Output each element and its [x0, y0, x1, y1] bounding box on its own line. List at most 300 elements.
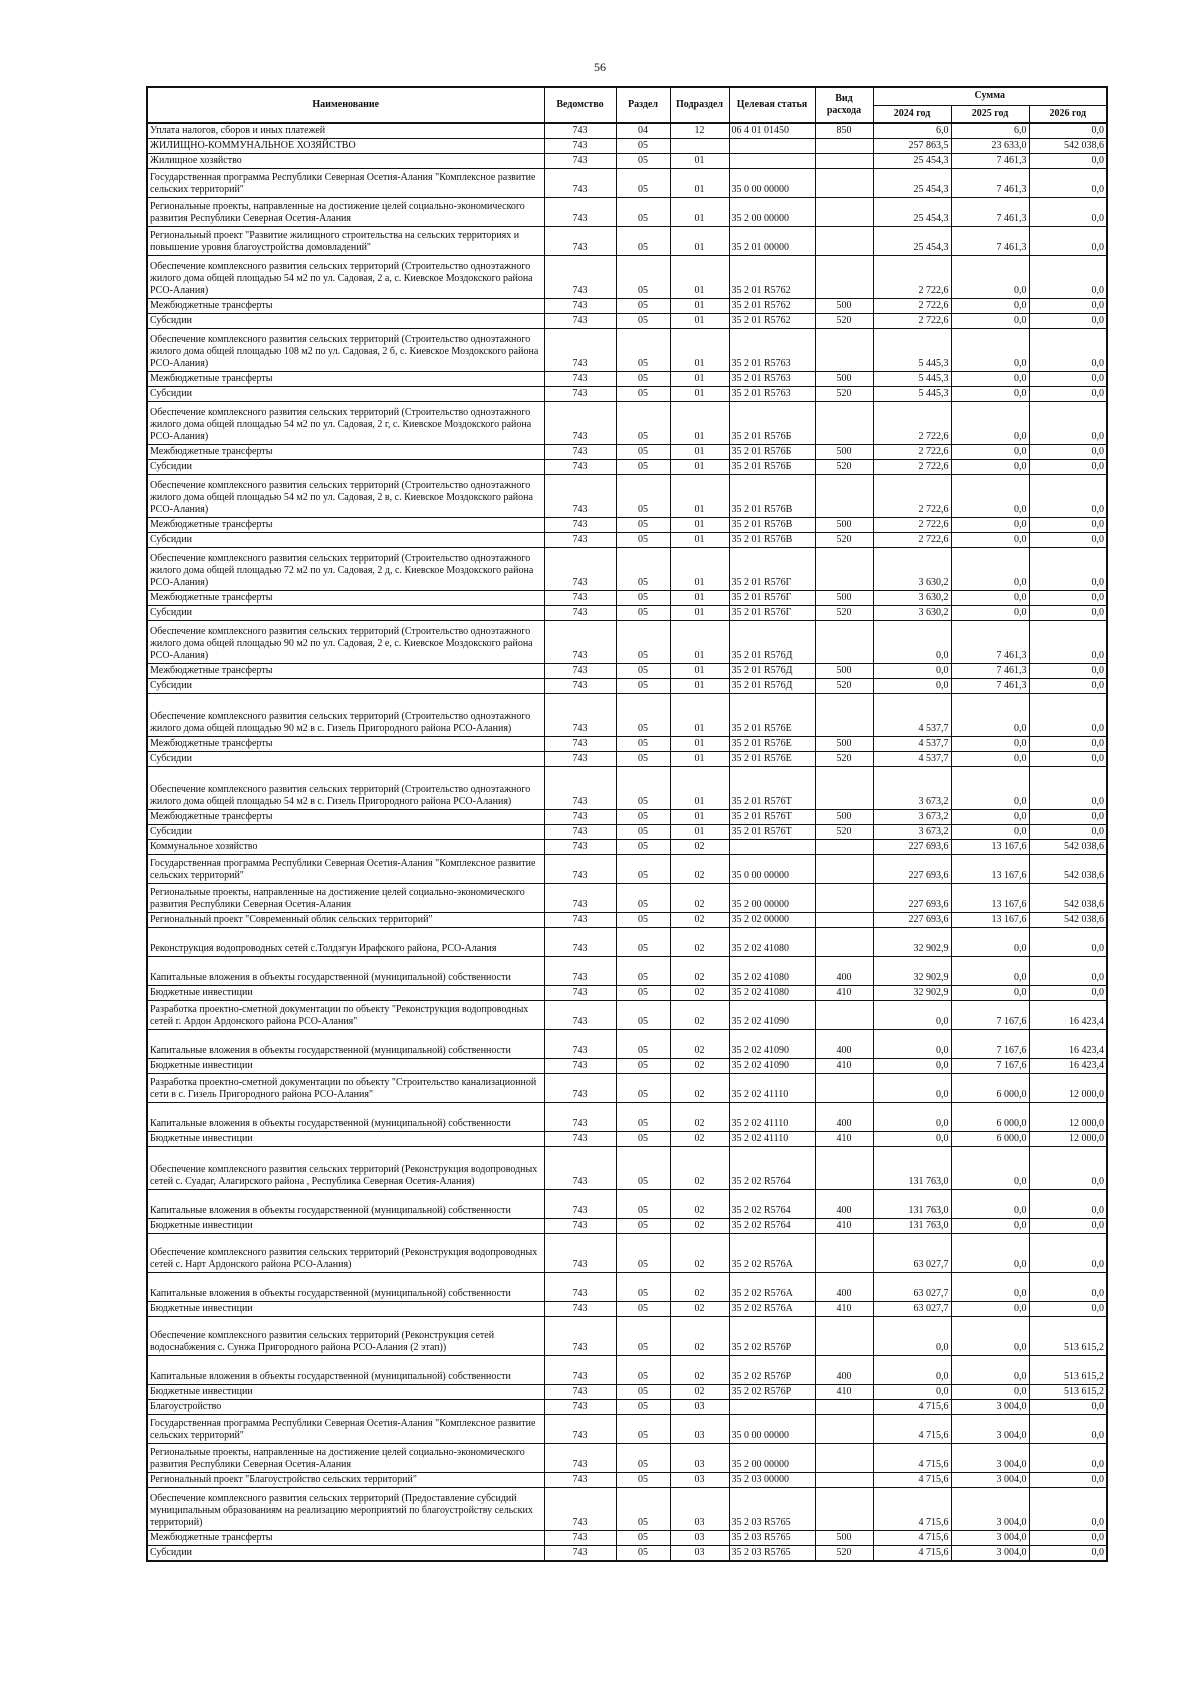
- row-sum-2026: 0,0: [1029, 694, 1107, 737]
- table-row: [147, 460, 1107, 475]
- row-sum-2024: 0,0: [873, 1001, 951, 1030]
- row-name: Субсидии: [147, 533, 544, 548]
- row-sum-2024: 63 027,7: [873, 1234, 951, 1273]
- row-dept: 743: [544, 884, 616, 913]
- row-subsection: 02: [670, 1074, 729, 1103]
- row-sum-2025: 0,0: [951, 329, 1029, 372]
- row-subsection: 02: [670, 1059, 729, 1074]
- row-dept: 743: [544, 1190, 616, 1219]
- row-sum-2026: 0,0: [1029, 518, 1107, 533]
- row-dept: 743: [544, 1415, 616, 1444]
- row-target: [729, 154, 815, 169]
- table-row: [147, 329, 1107, 372]
- row-sum-2024: 0,0: [873, 679, 951, 694]
- row-sum-2025: 6,0: [951, 123, 1029, 139]
- row-section: 05: [616, 855, 670, 884]
- row-name: Бюджетные инвестиции: [147, 1302, 544, 1317]
- row-sum-2026: 0,0: [1029, 679, 1107, 694]
- table-row: [147, 1531, 1107, 1546]
- table-row: [147, 591, 1107, 606]
- row-target: 35 2 02 R576А: [729, 1302, 815, 1317]
- row-sum-2025: 0,0: [951, 372, 1029, 387]
- row-name: Обеспечение комплексного развития сельских территорий (Строительство одноэтажного жилого дома общей площадью 54 м2 по ул. Садовая, 2 г, с. Киевское Моздокского района РСО-Алания): [147, 402, 544, 445]
- row-dept: 743: [544, 855, 616, 884]
- row-target: 35 2 01 R576Е: [729, 752, 815, 767]
- row-name: Капитальные вложения в объекты государственной (муниципальной) собственности: [147, 1030, 544, 1059]
- row-sum-2025: 7 461,3: [951, 227, 1029, 256]
- row-target: 35 2 02 R5764: [729, 1147, 815, 1190]
- row-sum-2026: 0,0: [1029, 548, 1107, 591]
- row-sum-2025: 0,0: [951, 957, 1029, 986]
- row-dept: 743: [544, 737, 616, 752]
- row-dept: 743: [544, 533, 616, 548]
- row-section: 05: [616, 1415, 670, 1444]
- row-expense-type: [815, 928, 873, 957]
- row-section: 05: [616, 1546, 670, 1562]
- table-row: [147, 198, 1107, 227]
- row-sum-2026: 0,0: [1029, 227, 1107, 256]
- row-section: 05: [616, 518, 670, 533]
- row-subsection: 01: [670, 664, 729, 679]
- row-expense-type: [815, 329, 873, 372]
- row-expense-type: 500: [815, 518, 873, 533]
- row-section: 05: [616, 329, 670, 372]
- row-name: Обеспечение комплексного развития сельских территорий (Реконструкция сетей водоснабжения с. Сунжа Пригородного района РСО-Алания (2 этап)): [147, 1317, 544, 1356]
- row-sum-2024: 227 693,6: [873, 840, 951, 855]
- row-sum-2026: 0,0: [1029, 256, 1107, 299]
- row-sum-2025: 0,0: [951, 928, 1029, 957]
- row-subsection: 02: [670, 1132, 729, 1147]
- table-row: [147, 884, 1107, 913]
- table-row: [147, 855, 1107, 884]
- row-expense-type: 400: [815, 1190, 873, 1219]
- row-sum-2025: 3 004,0: [951, 1444, 1029, 1473]
- row-dept: 743: [544, 1488, 616, 1531]
- row-subsection: 03: [670, 1488, 729, 1531]
- row-name: Государственная программа Республики Северная Осетия-Алания "Комплексное развитие сельских территорий": [147, 1415, 544, 1444]
- row-subsection: 01: [670, 372, 729, 387]
- row-expense-type: [815, 913, 873, 928]
- row-sum-2024: 3 630,2: [873, 606, 951, 621]
- row-section: 05: [616, 402, 670, 445]
- row-subsection: 02: [670, 1001, 729, 1030]
- row-name: Межбюджетные трансферты: [147, 664, 544, 679]
- row-subsection: 01: [670, 518, 729, 533]
- row-expense-type: 500: [815, 664, 873, 679]
- row-sum-2024: 4 537,7: [873, 752, 951, 767]
- row-name: Благоустройство: [147, 1400, 544, 1415]
- row-expense-type: 400: [815, 1356, 873, 1385]
- row-sum-2026: 0,0: [1029, 1546, 1107, 1562]
- table-row: [147, 314, 1107, 329]
- row-sum-2025: 7 461,3: [951, 198, 1029, 227]
- table-row: [147, 928, 1107, 957]
- row-name: Межбюджетные трансферты: [147, 591, 544, 606]
- row-sum-2025: 3 004,0: [951, 1488, 1029, 1531]
- row-sum-2025: 0,0: [951, 314, 1029, 329]
- row-subsection: 02: [670, 1356, 729, 1385]
- row-section: 05: [616, 606, 670, 621]
- row-dept: 743: [544, 123, 616, 139]
- row-sum-2026: 0,0: [1029, 928, 1107, 957]
- row-target: 35 2 02 R576Р: [729, 1317, 815, 1356]
- row-sum-2026: 0,0: [1029, 737, 1107, 752]
- row-sum-2026: 0,0: [1029, 445, 1107, 460]
- row-target: 35 2 01 R576Т: [729, 810, 815, 825]
- row-dept: 743: [544, 387, 616, 402]
- row-target: 35 2 02 R576А: [729, 1234, 815, 1273]
- table-row: [147, 1059, 1107, 1074]
- row-sum-2026: 0,0: [1029, 1444, 1107, 1473]
- row-section: 05: [616, 1400, 670, 1415]
- row-dept: 743: [544, 1531, 616, 1546]
- row-subsection: 03: [670, 1400, 729, 1415]
- row-dept: 743: [544, 154, 616, 169]
- row-expense-type: 500: [815, 445, 873, 460]
- row-sum-2026: 542 038,6: [1029, 139, 1107, 154]
- row-name: Межбюджетные трансферты: [147, 445, 544, 460]
- row-expense-type: 520: [815, 314, 873, 329]
- row-section: 05: [616, 621, 670, 664]
- row-section: 05: [616, 1302, 670, 1317]
- row-subsection: 01: [670, 621, 729, 664]
- table-row: [147, 548, 1107, 591]
- row-subsection: 01: [670, 445, 729, 460]
- row-sum-2024: 32 902,9: [873, 986, 951, 1001]
- row-subsection: 02: [670, 1273, 729, 1302]
- row-subsection: 03: [670, 1444, 729, 1473]
- row-section: 05: [616, 227, 670, 256]
- row-sum-2026: 513 615,2: [1029, 1356, 1107, 1385]
- page-number: 56: [594, 60, 606, 74]
- row-sum-2025: 0,0: [951, 1190, 1029, 1219]
- budget-table: [146, 86, 1108, 1562]
- row-dept: 743: [544, 1074, 616, 1103]
- row-expense-type: [815, 1415, 873, 1444]
- table-row: [147, 1317, 1107, 1356]
- row-sum-2024: 3 630,2: [873, 548, 951, 591]
- row-target: 35 2 01 R576Д: [729, 621, 815, 664]
- row-section: 05: [616, 913, 670, 928]
- row-name: Жилищное хозяйство: [147, 154, 544, 169]
- table-row: [147, 1234, 1107, 1273]
- row-expense-type: [815, 548, 873, 591]
- row-dept: 743: [544, 1132, 616, 1147]
- row-sum-2025: 0,0: [951, 1147, 1029, 1190]
- row-expense-type: [815, 1400, 873, 1415]
- row-section: 05: [616, 1473, 670, 1488]
- header-2025: 2025 год: [951, 105, 1029, 123]
- row-name: Капитальные вложения в объекты государственной (муниципальной) собственности: [147, 1273, 544, 1302]
- row-expense-type: 520: [815, 1546, 873, 1562]
- row-sum-2024: 131 763,0: [873, 1219, 951, 1234]
- row-dept: 743: [544, 1400, 616, 1415]
- row-target: [729, 1400, 815, 1415]
- row-sum-2026: 0,0: [1029, 460, 1107, 475]
- row-sum-2024: 32 902,9: [873, 928, 951, 957]
- row-expense-type: 400: [815, 1273, 873, 1302]
- row-dept: 743: [544, 139, 616, 154]
- row-name: Межбюджетные трансферты: [147, 737, 544, 752]
- row-section: 05: [616, 986, 670, 1001]
- table-row: [147, 1132, 1107, 1147]
- row-sum-2024: 131 763,0: [873, 1147, 951, 1190]
- table-row: [147, 1400, 1107, 1415]
- row-subsection: 02: [670, 957, 729, 986]
- row-sum-2024: 0,0: [873, 1317, 951, 1356]
- row-subsection: 02: [670, 913, 729, 928]
- row-target: 35 2 02 41080: [729, 928, 815, 957]
- row-target: 35 2 01 R576В: [729, 475, 815, 518]
- row-section: 05: [616, 1356, 670, 1385]
- row-name: Субсидии: [147, 606, 544, 621]
- row-section: 05: [616, 1030, 670, 1059]
- row-target: 35 2 00 00000: [729, 1444, 815, 1473]
- row-dept: 743: [544, 314, 616, 329]
- table-row: [147, 737, 1107, 752]
- row-sum-2025: 0,0: [951, 752, 1029, 767]
- row-dept: 743: [544, 299, 616, 314]
- row-sum-2026: 0,0: [1029, 752, 1107, 767]
- row-sum-2024: 227 693,6: [873, 913, 951, 928]
- row-name: Бюджетные инвестиции: [147, 1059, 544, 1074]
- table-row: [147, 1219, 1107, 1234]
- row-sum-2025: 0,0: [951, 606, 1029, 621]
- row-dept: 743: [544, 1385, 616, 1400]
- row-subsection: 01: [670, 256, 729, 299]
- row-subsection: 02: [670, 1385, 729, 1400]
- row-subsection: 12: [670, 123, 729, 139]
- row-dept: 743: [544, 445, 616, 460]
- row-sum-2024: 2 722,6: [873, 460, 951, 475]
- row-dept: 743: [544, 169, 616, 198]
- row-subsection: 01: [670, 591, 729, 606]
- row-target: 35 0 00 00000: [729, 169, 815, 198]
- row-target: 35 2 03 R5765: [729, 1546, 815, 1562]
- row-sum-2026: 0,0: [1029, 1473, 1107, 1488]
- row-sum-2026: 0,0: [1029, 664, 1107, 679]
- row-name: Бюджетные инвестиции: [147, 1219, 544, 1234]
- row-sum-2024: 4 715,6: [873, 1400, 951, 1415]
- row-sum-2026: 0,0: [1029, 1273, 1107, 1302]
- row-target: 35 2 02 41110: [729, 1074, 815, 1103]
- table-row: [147, 810, 1107, 825]
- row-section: 05: [616, 957, 670, 986]
- row-target: 35 2 02 41110: [729, 1132, 815, 1147]
- row-sum-2024: 3 630,2: [873, 591, 951, 606]
- row-sum-2026: 0,0: [1029, 329, 1107, 372]
- row-name: Капитальные вложения в объекты государственной (муниципальной) собственности: [147, 1190, 544, 1219]
- row-section: 04: [616, 123, 670, 139]
- row-dept: 743: [544, 694, 616, 737]
- row-expense-type: 520: [815, 825, 873, 840]
- row-dept: 743: [544, 460, 616, 475]
- row-section: 05: [616, 256, 670, 299]
- row-subsection: 02: [670, 1317, 729, 1356]
- row-sum-2025: 7 167,6: [951, 1059, 1029, 1074]
- row-sum-2024: 2 722,6: [873, 256, 951, 299]
- row-name: Капитальные вложения в объекты государственной (муниципальной) собственности: [147, 957, 544, 986]
- header-2024: 2024 год: [873, 105, 951, 123]
- row-target: 35 2 01 R5762: [729, 256, 815, 299]
- row-sum-2024: 0,0: [873, 1074, 951, 1103]
- row-expense-type: [815, 621, 873, 664]
- row-sum-2024: 4 715,6: [873, 1488, 951, 1531]
- row-dept: 743: [544, 986, 616, 1001]
- row-sum-2025: 0,0: [951, 810, 1029, 825]
- row-name: Региональный проект "Современный облик сельских территорий": [147, 913, 544, 928]
- row-expense-type: 500: [815, 591, 873, 606]
- row-section: 05: [616, 1001, 670, 1030]
- row-name: Региональные проекты, направленные на достижение целей социально-экономического развития Республики Северная Осетия-Алания: [147, 1444, 544, 1473]
- row-sum-2025: 0,0: [951, 475, 1029, 518]
- row-sum-2024: 3 673,2: [873, 767, 951, 810]
- row-sum-2026: 0,0: [1029, 1147, 1107, 1190]
- header-section: Раздел: [616, 87, 670, 123]
- row-subsection: 02: [670, 928, 729, 957]
- row-subsection: 02: [670, 986, 729, 1001]
- row-target: 06 4 01 01450: [729, 123, 815, 139]
- row-expense-type: [815, 227, 873, 256]
- row-subsection: 02: [670, 1103, 729, 1132]
- row-sum-2026: 0,0: [1029, 606, 1107, 621]
- row-subsection: 01: [670, 460, 729, 475]
- table-row: [147, 752, 1107, 767]
- row-dept: 743: [544, 475, 616, 518]
- row-expense-type: [815, 1473, 873, 1488]
- row-target: 35 2 01 R576Е: [729, 694, 815, 737]
- table-row: [147, 533, 1107, 548]
- row-subsection: 02: [670, 884, 729, 913]
- row-sum-2026: 16 423,4: [1029, 1030, 1107, 1059]
- row-section: 05: [616, 372, 670, 387]
- row-sum-2025: 13 167,6: [951, 884, 1029, 913]
- row-target: 35 2 02 41080: [729, 957, 815, 986]
- row-dept: 743: [544, 1302, 616, 1317]
- row-subsection: 01: [670, 329, 729, 372]
- row-dept: 743: [544, 1001, 616, 1030]
- row-target: 35 2 02 00000: [729, 913, 815, 928]
- row-sum-2024: 25 454,3: [873, 154, 951, 169]
- row-name: Капитальные вложения в объекты государственной (муниципальной) собственности: [147, 1356, 544, 1385]
- row-expense-type: 520: [815, 679, 873, 694]
- row-name: Обеспечение комплексного развития сельских территорий (Строительство одноэтажного жилого дома общей площадью 54 м2 по ул. Садовая, 2 в, с. Киевское Моздокского района РСО-Алания): [147, 475, 544, 518]
- row-subsection: 01: [670, 767, 729, 810]
- row-subsection: 02: [670, 855, 729, 884]
- table-row: [147, 1385, 1107, 1400]
- row-expense-type: 520: [815, 533, 873, 548]
- row-dept: 743: [544, 518, 616, 533]
- row-sum-2024: 4 715,6: [873, 1444, 951, 1473]
- row-section: 05: [616, 314, 670, 329]
- row-subsection: 02: [670, 1147, 729, 1190]
- row-sum-2025: 6 000,0: [951, 1074, 1029, 1103]
- table-row: [147, 767, 1107, 810]
- row-sum-2025: 0,0: [951, 986, 1029, 1001]
- table-row: [147, 154, 1107, 169]
- row-expense-type: 500: [815, 810, 873, 825]
- row-sum-2026: 0,0: [1029, 1190, 1107, 1219]
- row-target: 35 2 00 00000: [729, 884, 815, 913]
- row-dept: 743: [544, 767, 616, 810]
- row-sum-2026: 0,0: [1029, 533, 1107, 548]
- row-expense-type: [815, 1488, 873, 1531]
- row-section: 05: [616, 1103, 670, 1132]
- table-row: [147, 227, 1107, 256]
- table-row: [147, 1302, 1107, 1317]
- row-expense-type: 410: [815, 1385, 873, 1400]
- row-sum-2024: 4 537,7: [873, 694, 951, 737]
- table-row: [147, 679, 1107, 694]
- row-section: 05: [616, 1219, 670, 1234]
- row-expense-type: 410: [815, 1302, 873, 1317]
- row-sum-2026: 0,0: [1029, 767, 1107, 810]
- row-dept: 743: [544, 1030, 616, 1059]
- row-target: [729, 840, 815, 855]
- row-section: 05: [616, 752, 670, 767]
- row-section: 05: [616, 1385, 670, 1400]
- row-name: Обеспечение комплексного развития сельских территорий (Строительство одноэтажного жилого дома общей площадью 90 м2 по ул. Садовая, 2 е, с. Киевское Моздокского района РСО-Алания): [147, 621, 544, 664]
- row-name: Региональный проект "Благоустройство сельских территорий": [147, 1473, 544, 1488]
- row-section: 05: [616, 1234, 670, 1273]
- row-expense-type: [815, 139, 873, 154]
- row-target: 35 2 02 41090: [729, 1001, 815, 1030]
- row-sum-2025: 0,0: [951, 1219, 1029, 1234]
- row-dept: 743: [544, 227, 616, 256]
- row-dept: 743: [544, 913, 616, 928]
- row-sum-2026: 0,0: [1029, 198, 1107, 227]
- row-sum-2024: 0,0: [873, 1356, 951, 1385]
- row-sum-2024: 4 715,6: [873, 1473, 951, 1488]
- table-row: [147, 986, 1107, 1001]
- row-sum-2024: 0,0: [873, 1385, 951, 1400]
- row-section: 05: [616, 154, 670, 169]
- table-row: [147, 694, 1107, 737]
- row-dept: 743: [544, 402, 616, 445]
- row-name: Обеспечение комплексного развития сельских территорий (Строительство одноэтажного жилого дома общей площадью 54 м2 по ул. Садовая, 2 а, с. Киевское Моздокского района РСО-Алания): [147, 256, 544, 299]
- row-dept: 743: [544, 198, 616, 227]
- row-sum-2025: 6 000,0: [951, 1103, 1029, 1132]
- header-expense-type: Вид расхода: [815, 87, 873, 123]
- row-section: 05: [616, 884, 670, 913]
- row-sum-2024: 2 722,6: [873, 475, 951, 518]
- row-target: 35 2 01 R576Д: [729, 679, 815, 694]
- row-target: 35 2 01 R576Г: [729, 548, 815, 591]
- row-name: Капитальные вложения в объекты государственной (муниципальной) собственности: [147, 1103, 544, 1132]
- row-subsection: 01: [670, 314, 729, 329]
- row-name: Обеспечение комплексного развития сельских территорий (Строительство одноэтажного жилого дома общей площадью 90 м2 в с. Гизель Пригородного района РСО-Алания): [147, 694, 544, 737]
- table-row: [147, 1273, 1107, 1302]
- row-subsection: 02: [670, 840, 729, 855]
- row-target: 35 2 02 R576Р: [729, 1385, 815, 1400]
- row-target: 35 2 01 R576Д: [729, 664, 815, 679]
- row-section: 05: [616, 1074, 670, 1103]
- row-target: 35 2 01 R576Б: [729, 402, 815, 445]
- row-sum-2026: 0,0: [1029, 475, 1107, 518]
- row-sum-2025: 13 167,6: [951, 855, 1029, 884]
- row-expense-type: 410: [815, 1059, 873, 1074]
- row-sum-2024: 0,0: [873, 1103, 951, 1132]
- row-expense-type: 400: [815, 1030, 873, 1059]
- row-expense-type: 520: [815, 387, 873, 402]
- row-name: Обеспечение комплексного развития сельских территорий (Строительство одноэтажного жилого дома общей площадью 54 м2 в с. Гизель Пригородного района РСО-Алания): [147, 767, 544, 810]
- row-section: 05: [616, 445, 670, 460]
- row-subsection: 01: [670, 154, 729, 169]
- row-sum-2024: 2 722,6: [873, 445, 951, 460]
- row-expense-type: 520: [815, 460, 873, 475]
- row-target: 35 2 02 R5764: [729, 1219, 815, 1234]
- row-subsection: 01: [670, 169, 729, 198]
